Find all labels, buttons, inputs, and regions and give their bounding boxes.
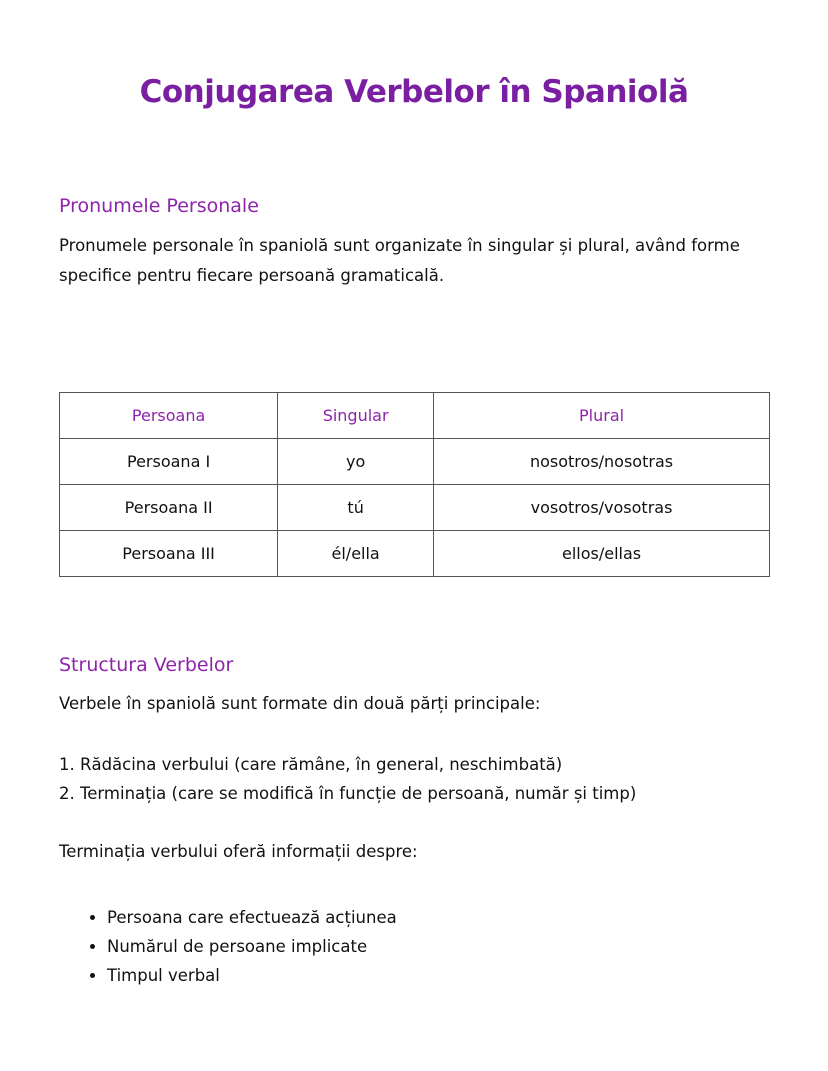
table-cell: él/ella <box>278 531 434 577</box>
verb-structure-intro: Verbele în spaniolă sunt formate din două părți principale: <box>59 694 541 713</box>
table-cell: vosotros/vosotras <box>434 485 770 531</box>
table-cell: yo <box>278 439 434 485</box>
table-cell: Persoana III <box>60 531 278 577</box>
pronouns-table <box>59 392 770 577</box>
list-item: • Persoana care efectuează acțiunea <box>107 903 397 932</box>
bullet-list <box>59 903 397 990</box>
numbered-item: 1. Rădăcina verbului (care rămâne, în general, neschimbată) <box>59 755 563 774</box>
table-cell: Persoana I <box>60 439 278 485</box>
table-cell: ellos/ellas <box>434 531 770 577</box>
pronouns-paragraph: Pronumele personale în spaniolă sunt organizate în singular și plural, având forme specifice pentru fiecare persoană gramaticală. <box>59 236 740 285</box>
ending-info-intro: Terminația verbului oferă informații despre: <box>59 842 418 861</box>
table-cell: tú <box>278 485 434 531</box>
table-cell: nosotros/nosotras <box>434 439 770 485</box>
table-cell: Persoana II <box>60 485 278 531</box>
table-row <box>60 485 770 531</box>
table-header-cell: Singular <box>278 393 434 439</box>
list-item: • Timpul verbal <box>107 961 397 990</box>
page-title: Conjugarea Verbelor în Spaniolă <box>139 74 689 110</box>
table-row <box>60 439 770 485</box>
section-heading-verb-structure: Structura Verbelor <box>59 654 234 676</box>
table-header-cell: Persoana <box>60 393 278 439</box>
numbered-item: 2. Terminația (care se modifică în funcție de persoană, număr și timp) <box>59 784 637 803</box>
section-heading-pronouns: Pronumele Personale <box>59 195 259 217</box>
table-row <box>60 531 770 577</box>
list-item: • Numărul de persoane implicate <box>107 932 397 961</box>
table-header-cell: Plural <box>434 393 770 439</box>
table-header-row <box>60 393 770 439</box>
